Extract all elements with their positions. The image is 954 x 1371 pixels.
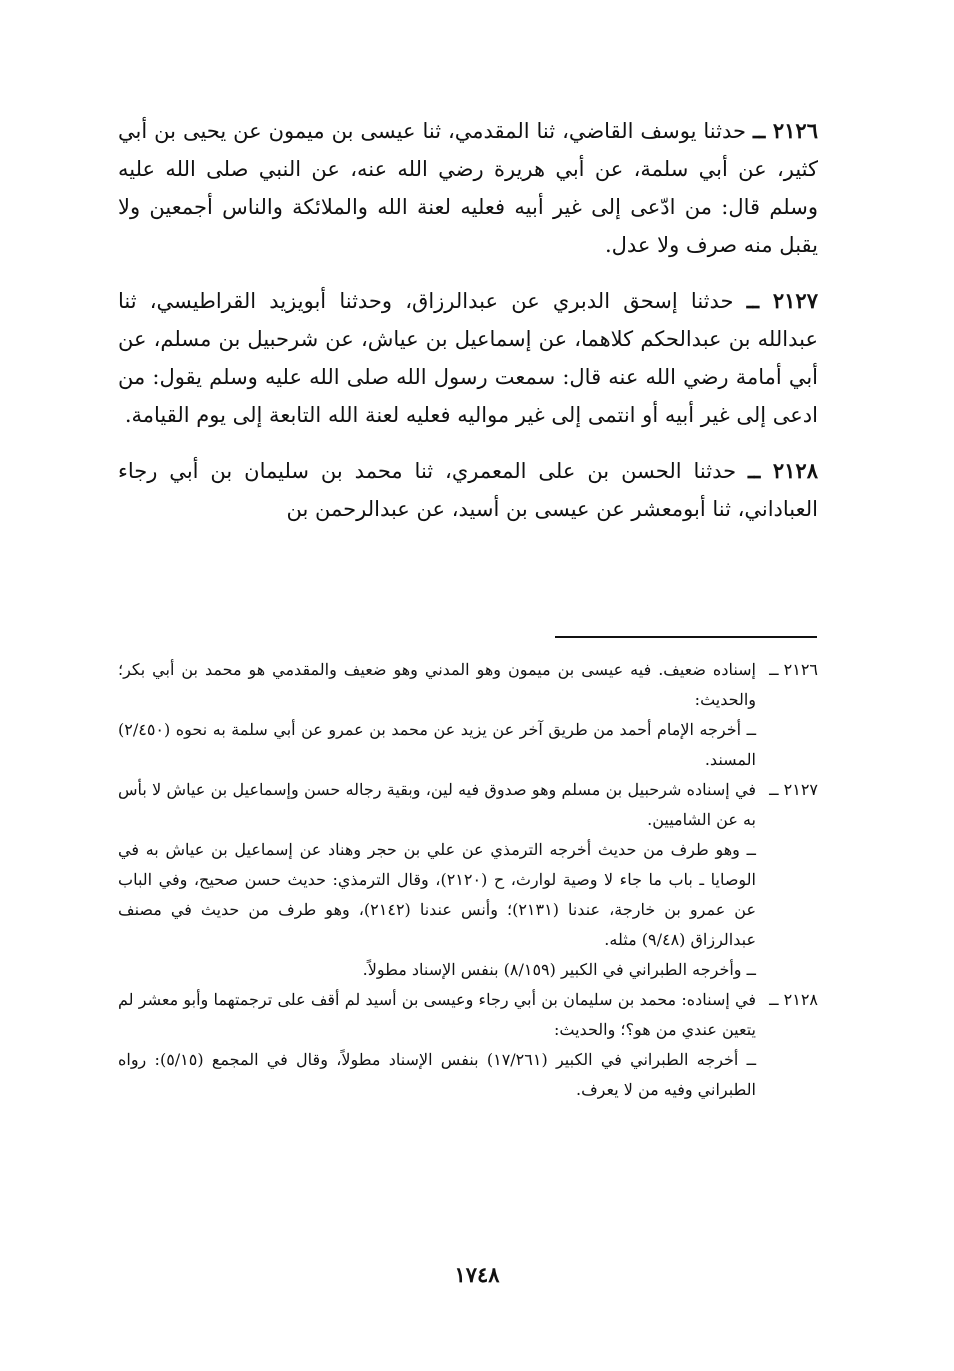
- footnote-line: ــ وهو طرف من حديث أخرجه الترمذي عن علي بن حجر وهناد عن إسماعيل بن عياش به في الوصايا ـ باب ما جاء لا وصية لوارث، ح (٢١٢٠)، وقال الترمذي: حديث حسن صحيح، وفي الباب عن عمرو بن خارجة، عندنا (٢١٣١)؛ وأنس عندنا (٢١٤٢)، وهو طرف من حديث في مصنف عبدالرزاق (٩/٤٨) مثله.: [118, 840, 757, 949]
- footnote-number: ٢١٢٦ ــ: [769, 660, 818, 679]
- hadith-number: ٢١٢٧ ــ: [746, 288, 818, 313]
- footnote: [118, 775, 818, 985]
- footnote-line: ــ وأخرجه الطبراني في الكبير (٨/١٥٩) بنفس الإسناد مطولاً.: [362, 960, 756, 979]
- footnote-line: في إسناده شرحبيل بن مسلم وهو صدوق فيه لين، وبقية رجاله حسن وإسماعيل بن عياش لا بأس به عن الشاميين.: [118, 780, 756, 829]
- page-number: ١٧٤٨: [454, 1262, 500, 1287]
- footnote-divider: [555, 636, 817, 638]
- footnote-line: ــ أخرجه الطبراني في الكبير (١٧/٢٦١) بنفس الإسناد مطولاً، وقال في المجمع (٥/١٥): رواه الطبراني وفيه من لا يعرف.: [118, 1050, 757, 1099]
- footnote: [118, 985, 818, 1105]
- footnote-number: ٢١٢٧ ــ: [769, 780, 818, 799]
- footnote: [118, 655, 818, 775]
- hadith-text: حدثنا يوسف القاضي، ثنا المقدمي، ثنا عيسى بن ميمون عن يحيى بن أبي كثير، عن أبي سلمة، عن أبي هريرة رضي الله عنه، عن النبي صلى الله عليه وسلم قال: من ادّعى إلى غير أبيه فعليه لعنة الله والملائكة والناس أجمعين ولا يقبل منه صرف ولا عدل.: [118, 119, 818, 257]
- hadith-entry: [118, 282, 818, 434]
- footnote-line: ــ أخرجه الإمام أحمد من طريق آخر عن يزيد عن محمد بن عمرو عن أبي سلمة به نحوه (٢/٤٥٠) المسند.: [118, 720, 757, 769]
- hadith-number: ٢١٢٦ ــ: [752, 118, 818, 143]
- hadith-text: حدثنا إسحق الدبري عن عبدالرزاق، وحدثنا أبويزيد القراطيسي، ثنا عبدالله بن عبدالحكم كلاهما، عن إسماعيل بن عياش، عن شرحبيل بن مسلم، عن أبي أمامة رضي الله عنه قال: سمعت رسول الله صلى الله عليه وسلم يقول: من ادعى إلى غير أبيه أو انتمى إلى غير مواليه فعليه لعنة الله التابعة إلى يوم القيامة.: [118, 289, 818, 427]
- hadith-entry: [118, 452, 818, 528]
- footnote-line: إسناده ضعيف. فيه عيسى بن ميمون وهو المدني وهو ضعيف والمقدمي هو محمد بن أبي بكر؛ والحديث:: [118, 660, 756, 709]
- footnote-line: في إسناده: محمد بن سليمان بن أبي رجاء وعيسى بن أسيد لم أقف على ترجمتهما وأبو معشر لم يتعين عندي من هو؟؛ والحديث:: [118, 990, 756, 1039]
- footnote-number: ٢١٢٨ ــ: [769, 990, 818, 1009]
- main-text: [118, 112, 818, 546]
- hadith-entry: [118, 112, 818, 264]
- footnotes: [118, 655, 818, 1105]
- hadith-number: ٢١٢٨ ــ: [748, 458, 818, 483]
- hadith-text: حدثنا الحسن بن على المعمري، ثنا محمد بن سليمان بن أبي رجاء العباداني، ثنا أبومعشر عن عيسى بن أسيد، عن عبدالرحمن بن: [118, 459, 818, 521]
